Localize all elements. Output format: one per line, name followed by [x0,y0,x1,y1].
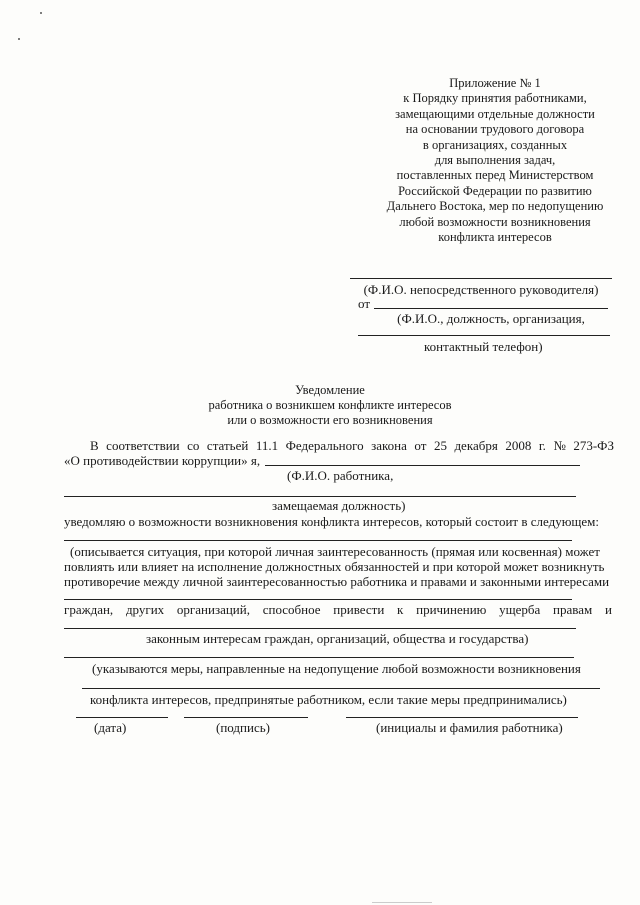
date-line [76,717,168,718]
situation-caption-4 [64,602,612,617]
document-subtitle-2: или о возможности его возникновения [227,413,433,427]
scan-speck [40,12,42,14]
text-word: декабря [454,438,498,453]
appendix-header-line: Приложение № 1 [449,76,541,90]
name-line [346,717,578,718]
text-word: правам [553,602,593,617]
from-label: от [358,296,371,311]
text-word: соответствии [106,438,180,453]
measures-line-1 [64,657,574,658]
appendix-header-line: поставленных перед Министерством [396,168,594,183]
text-word: способное [262,602,321,617]
text-word: организаций, [176,602,250,617]
situation-caption-5: законным интересам граждан, организаций, общества и государства) [146,631,529,646]
intro-line-1 [90,438,614,453]
sender-name-line [374,308,608,309]
situation-caption-1: (описывается ситуация, при которой личная заинтересованность (прямая или косвенная) может [70,544,600,559]
signature-line [184,717,308,718]
measures-caption-2: конфликта интересов, предпринятые работником, если такие меры предпринимались) [90,692,567,707]
text-word: привести [333,602,385,617]
document-title: Уведомление [295,383,365,397]
situation-caption-3: противоречие между личной заинтересованностью работника и правами и законными интересами [64,574,610,589]
employee-name-line [265,465,580,466]
text-word: Федерального [285,438,364,453]
situation-line-3 [64,628,576,629]
position-caption: замещаемая должность) [272,498,406,513]
text-word: 11.1 [255,438,279,453]
text-word: № [553,438,566,453]
appendix-header [330,76,640,245]
text-word: других [125,602,165,617]
situation-line-2 [64,599,572,600]
document-subtitle-1: работника о возникшем конфликте интересов [208,398,452,412]
text-word: от [414,438,427,453]
appendix-header-line: в организациях, созданных [422,137,568,152]
signature-caption: (подпись) [216,720,270,735]
phone-caption: контактный телефон) [424,339,543,354]
text-word: граждан, [64,602,114,617]
measures-caption-1: (указываются меры, направленные на недопущение любой возможности возникновения [92,661,581,676]
employee-caption: (Ф.И.О. работника, [287,468,394,483]
text-word: 2008 [505,438,532,453]
scan-speck [18,38,20,40]
appendix-header-line: Российской Федерации по развитию [398,183,592,198]
name-caption: (инициалы и фамилия работника) [376,720,563,735]
appendix-header-line: любой возможности возникновения [399,214,591,229]
manager-caption: (Ф.И.О. непосредственного руководителя) [363,282,599,297]
text-word: ущерба [499,602,541,617]
situation-caption-2: повлиять или влияет на исполнение должностных обязанностей и при которой может возникнуть [64,559,605,574]
manager-name-line [350,278,612,279]
text-word: и [605,602,612,617]
text-word: статьей [206,438,249,453]
text-word: 25 [433,438,447,453]
text-word: 273-ФЗ [573,438,614,453]
situation-line-1 [64,540,572,541]
text-word: В [90,438,99,453]
scan-edge-mark [372,902,432,903]
intro-line-2: «О противодействии коррупции» я, [64,453,261,468]
sender-contact-line [358,335,610,336]
notify-text: уведомляю о возможности возникновения конфликта интересов, который состоит в следующем: [64,514,600,529]
appendix-header-line: Дальнего Востока, мер по недопущению [386,199,604,214]
appendix-header-line: для выполнения задач, [434,153,556,168]
sender-caption: (Ф.И.О., должность, организация, [397,311,585,326]
appendix-header-line: конфликта интересов [438,230,552,245]
employee-position-line [64,496,576,497]
date-caption: (дата) [94,720,127,735]
text-word: со [187,438,200,453]
text-word: закона [371,438,407,453]
text-word: г. [538,438,546,453]
text-word: причинению [416,602,487,617]
measures-line-2 [82,688,600,689]
text-word: к [397,602,404,617]
appendix-header-line: к Порядку принятия работниками, [403,91,587,106]
appendix-header-line: замещающими отдельные должности [395,106,595,121]
appendix-header-line: на основании трудового договора [405,122,585,137]
